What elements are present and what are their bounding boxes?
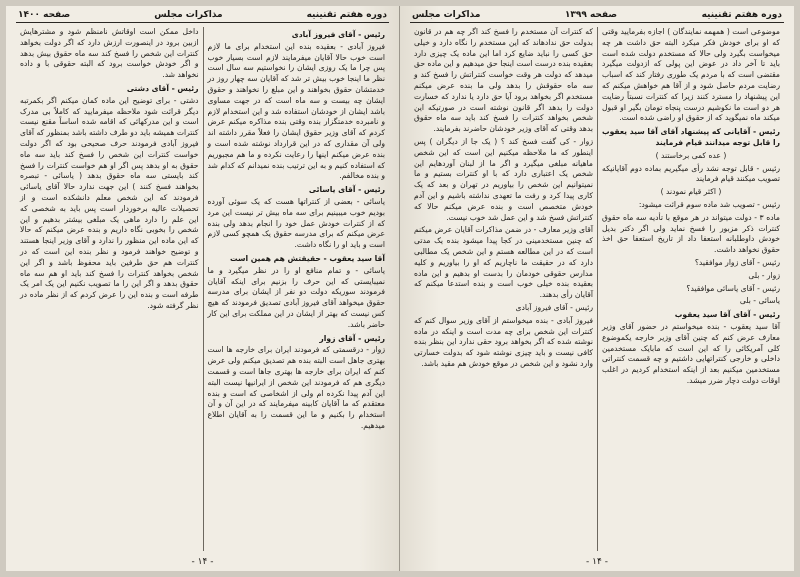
- paragraph: رئیس - قابل توجه نشد رأی میگیریم بماده دوم آقایانیکه تصویب میکنند قیام فرمایند: [602, 163, 780, 184]
- left-header-page-number: صفحه ۱۴۰۰: [18, 10, 71, 20]
- speaker-line: رئیس - آقای آقا سید یعقوب: [674, 310, 780, 320]
- speaker-line: رئیس - آقای یاسائی: [308, 185, 385, 195]
- paragraph: زوار - درقسمتی که فرمودند ایران برای خارجه ها است بهتری جاهل است البته بنده هم تصدیق میکنم ولی عرض کنم که ایران برای خارجه ها بهتری جاها است و قسمت دیگری هم که فرمودند این شخص از ایرانیها نیست البته این آدم پیدا نکرده ام ولی از اشخاصی که است و بنده معتقدم که ما آقایان کابینه میفرمایند که در این آن و آن استخدام را بکنیم و ما این قسمت را به آقایان اطلاع میدهیم.: [207, 345, 385, 430]
- left-header-session: دوره هفتم تقنینیه: [306, 10, 387, 20]
- right-page-columns: [410, 27, 784, 551]
- right-page: [400, 6, 794, 571]
- right-page-footer: - ۱۴ -: [586, 557, 608, 567]
- right-page-column-left: [410, 27, 597, 551]
- paragraph: ماده ۳ - دولت میتواند در هر موقع با تأدیه سه ماه حقوق کنترات ذکر مزبور را فسخ نماید ولی اگر دکتر بدیل خودش داوطلبانه استعفا داد از تاریخ استعفا حق اخذ حقوق نخواهد داشت.: [602, 212, 780, 255]
- speaker-line: رئیس - آقایانی که پیشنهاد آقای آقا سید یعقوب را قابل توجه میدانند قیام فرمایند: [602, 127, 780, 147]
- paragraph: رئیس - آقای فیروز آبادی: [515, 302, 593, 312]
- right-page-column-right: [597, 27, 784, 551]
- paragraph: دشتی - برای توضیح این ماده کمان میکنم اگر بکمرتبه دیگر قرائت شود ملاحظه میفرمایید که کاملاً بی مدرک است و این مدرکهائی که اقامه شده اساساً مقنع نیست کنترات همیشه باید دو طرف داشته باشد بمنظور که آقای فیروز آبادی فرمودند حرف صحیحی بود که اگر دولت خواست کنترات این شخص را فسخ کند باید سه ماه حقوق به او بدهد پس اگر او هم خواست کنترات را فسخ کند بایستی سه ماه حقوق بدهد ( یاسائی - تبصره بخواهند فسخ کنند ) این جهت ندارد حالا آقای یاسائی فرمودند که این شخص معلم دانشکده است و از تحصیلات عالیه برخوردار است پس باید به شخصی که این علم را دارد ماهی یک مبلغی بیشتر بدهیم و این شخص را بخوبی نگاه داریم و بنده عرض میکنم که حالا که این ماده این منظور را ندارد و آقای وزیر اینجا هستند و توضیح خواهند فرمود و نظر بنده این است که در کنترات هم حق طرفین باید محفوظ باشد و اگر این شخص بخواهد کنترات را فسخ کند باید او هم سه ماه حقوق بدهد و اگر این را ما تصویب نکنیم این یک امر یک طرفه است و بنده این را عرض کردم که از نظر ماده در نظر گرفته شود.: [20, 95, 199, 310]
- vote-note: ( اکثر قیام نمودند ): [660, 187, 722, 197]
- paragraph: آقای وزیر معارف - در ضمن مذاکرات آقایان عرض میکنم که چنین مستخدمینی در کجا پیدا میشود بنده یک مدتی است که در این مطالعه هستم و این شخص یک مطالبی دارد که در حقیقت ما ناچاریم که او را بیاوریم و کلیه مدارس حقوقی خودمان را بدست او بدهیم و این ماده بعقیده بنده خیلی خوب است و بنده استدعا میکنم که آقایان رأی بدهند.: [414, 225, 593, 300]
- paragraph: یاسائی - و تمام منافع او را در نظر میگیرد و ما نمیبایستی که این حرف را بزنیم برای اینکه آقایان فرمودند سوریکه دولت دو نفر از ایشان برای مدرسه حقوق میخواهد آقای فیروز آبادی تصدیق فرمودند که هیچ کس نیست که بهتر از ایشان در این مملکت برای این کار حاضر باشد.: [207, 265, 385, 329]
- left-page-header: [16, 10, 389, 23]
- vote-note: ( عده کمی برخاستند ): [655, 150, 727, 160]
- speaker-line: رئیس - آقای فیروز آبادی: [291, 30, 385, 39]
- paragraph: فیروز آبادی - بنده میخواستم از آقای وزیر سوال کنم که کنترات این شخص برای چه مدت است و اینکه در ماده نوشته شده که اگر بخواهد برود حقی ندارد این بنظر بنده کافی نیست و باید چیزی نوشته شود که بدولت خسارتی وارد نشود و این شخص در موقع خودش هم مقید باشد.: [414, 315, 593, 368]
- left-page-column-left: [16, 27, 203, 551]
- paragraph: یاسائی - بعضی از کنتراتها هست که یک سوئی آورده بودیم خوب میبینیم برای سه ماه بیش تر نیست این مرد که از کنترات خودش عمل خود را انجام بدهد ولی بنده عرض میکنم که برای مدرسه حقوق یک همچو کسی لازم است و باید او را نگاه داشت.: [207, 196, 385, 250]
- paragraph: زوار - بلی: [748, 270, 780, 280]
- left-header-title: مذاکرات مجلس: [154, 10, 223, 20]
- right-header-session: دوره هفتم تقنینیه: [701, 10, 782, 20]
- paragraph: که کنترات آن مستخدم را فسخ کند اگر چه هم در قانون بدولت حق ندادهاند که این مستخدم را نگاه دارد و خیلی حق کسی را نباید ضایع کرد اما این ماده یک چیزی دارد بعقیده بنده درست است اینجا حق میدهیم و این ماده حق میدهد که دولت هر وقت خواست کنتراتش را فسخ کند و سه ماه حقوقش را بدهد ولی ما بنده عرض میکنم مستخدم اگر بخواهد برود آیا حق دارد یا ندارد که خسارت دولت را بدهد اگر قانون نوشته است در صورتیکه این شخص بخواهد کنترات را فسخ کند باید سه ماه حقوق بدهد وقتی که آقای وزیر خودشان حاضرند بفرمایند.: [414, 27, 593, 134]
- paragraph: موضوعی است ( همهمه نمایندگان ) اجازه بفرمایید وقتی که او برای خودش فکر میکرد البته حق داشت هر چه میخواست بگیرد ولی حالا که مستخدم دولت شده است باید تا آخر داد در عوض این پولی که ازدولت میگیرد مقتضی است که با مردم یک طوری رفتار کند که اسباب رضایت مردم حاصل شود و از آقا هم خواهش میکنم که این پیشنهاد را مسترد کنند زیرا که کنترات نسبتاً رضایت هر دو است ما نکوشیم درست پنجاه تومان بگیر او قبول میکند ماه نمیگوید که از حقوق او راضی شده است.: [602, 27, 780, 123]
- paragraph: رئیس - آقای یاسائی موافقید؟: [686, 283, 780, 293]
- left-page-footer: - ۱۴ -: [191, 557, 214, 567]
- paragraph: فیروز آبادی - بعقیده بنده این استخدام برای ما لازم است خوب حالا آقایان میفرمایند لازم است بسیار خوب پس چرا ما یک روزی ایشان را نخواستیم سه سال است نظر ما اینجا خوب بیش تر شد که آقایان سه چهار روز در خدمتشان حقوق بخواهند و این مبلغ را نخواهند و حقوق ایشان چه بیست و سه ماه است که در جهت مساوی باشد ایشان از خودشان استفاده شد و این استخدام لازم و نامبرده خدمتگزار بنده وقتی بنده مذاکره میکنم عرض کردم که آقای وزیر حقوق ایشان را فعلاً مقرر داشته اند ولی آن مقداری که در این قرارداد نوشته شده است و بنده عرض میکنم اینها را رعایت نکرده و ما هم مجبوریم که استفاده کنیم و به این ترتیب بنده نمیدانم که کدام شد و بنده مخالفم.: [207, 41, 385, 181]
- paragraph: زوار - کی گفت فسخ کند ؟ ( یک جا از دیگران ) پس اینطور که ما ملاحظه میکنیم این است که این شخص ماهیانه مبلغی میگیرد و اگر ما از لبنان آوردهایم این شخص یک اعتباری دارد که با او کنترات بستیم و ما نمیتوانیم این شخص را بیاوریم در تهران و بعد که یک کاری پیدا کرد و رفت ما تعهدی نداشته باشیم و این آدم خودش متخصص است و بنده عرض میکنم حالا که کنتراتش فسخ شد و این عمل شد خوب نیست.: [414, 136, 593, 222]
- right-header-page-number: صفحه ۱۳۹۹: [564, 10, 618, 20]
- paragraph: رئیس - تصویب شد ماده سوم قرائت میشود:: [638, 199, 780, 209]
- left-page-columns: [16, 27, 389, 551]
- book-spread: [6, 6, 794, 571]
- right-header-title: مذاکرات مجلس: [412, 10, 481, 20]
- left-page-column-right: [203, 27, 390, 551]
- speaker-line: آقا سید یعقوب - حقیقتش هم همین است: [230, 253, 385, 263]
- speaker-line: رئیس - آقای زوار: [319, 333, 385, 343]
- left-page: [6, 6, 400, 571]
- paragraph: یاسائی - بلی: [739, 296, 780, 306]
- speaker-line: رئیس - آقای دشتی: [126, 83, 199, 93]
- paragraph: آقا سید یعقوب - بنده میخواستم در حضور آقای وزیر معارف عرض کنم که چنین آقای وزیر خارجه یکموضوع کلی آمریکائی را که این است که مابایک مستخدمین داخلی و خارجی کنتراتهایی داشتیم و چه قسمت کنتراتی مستخدمین میکنیم بعد از اینکه استخدام کردیم در اغلب اوقات دولت دچار ضرر میشد.: [602, 321, 780, 385]
- right-page-header: [410, 10, 784, 23]
- paragraph: رئیس - آقای زوار موافقید؟: [694, 257, 780, 267]
- paragraph: داخل ممکن است اوقاتش نامنظم شود و مشترهایش ازبین برود در اینصورت ارزش دارد که اگر دولت بخواهد کنترات این شخص را فسخ کند سه ماه حقوق بیش بدهد و اگر خودش خواست برود که البته حقوقی با و داده نخواهد شد.: [20, 27, 199, 80]
